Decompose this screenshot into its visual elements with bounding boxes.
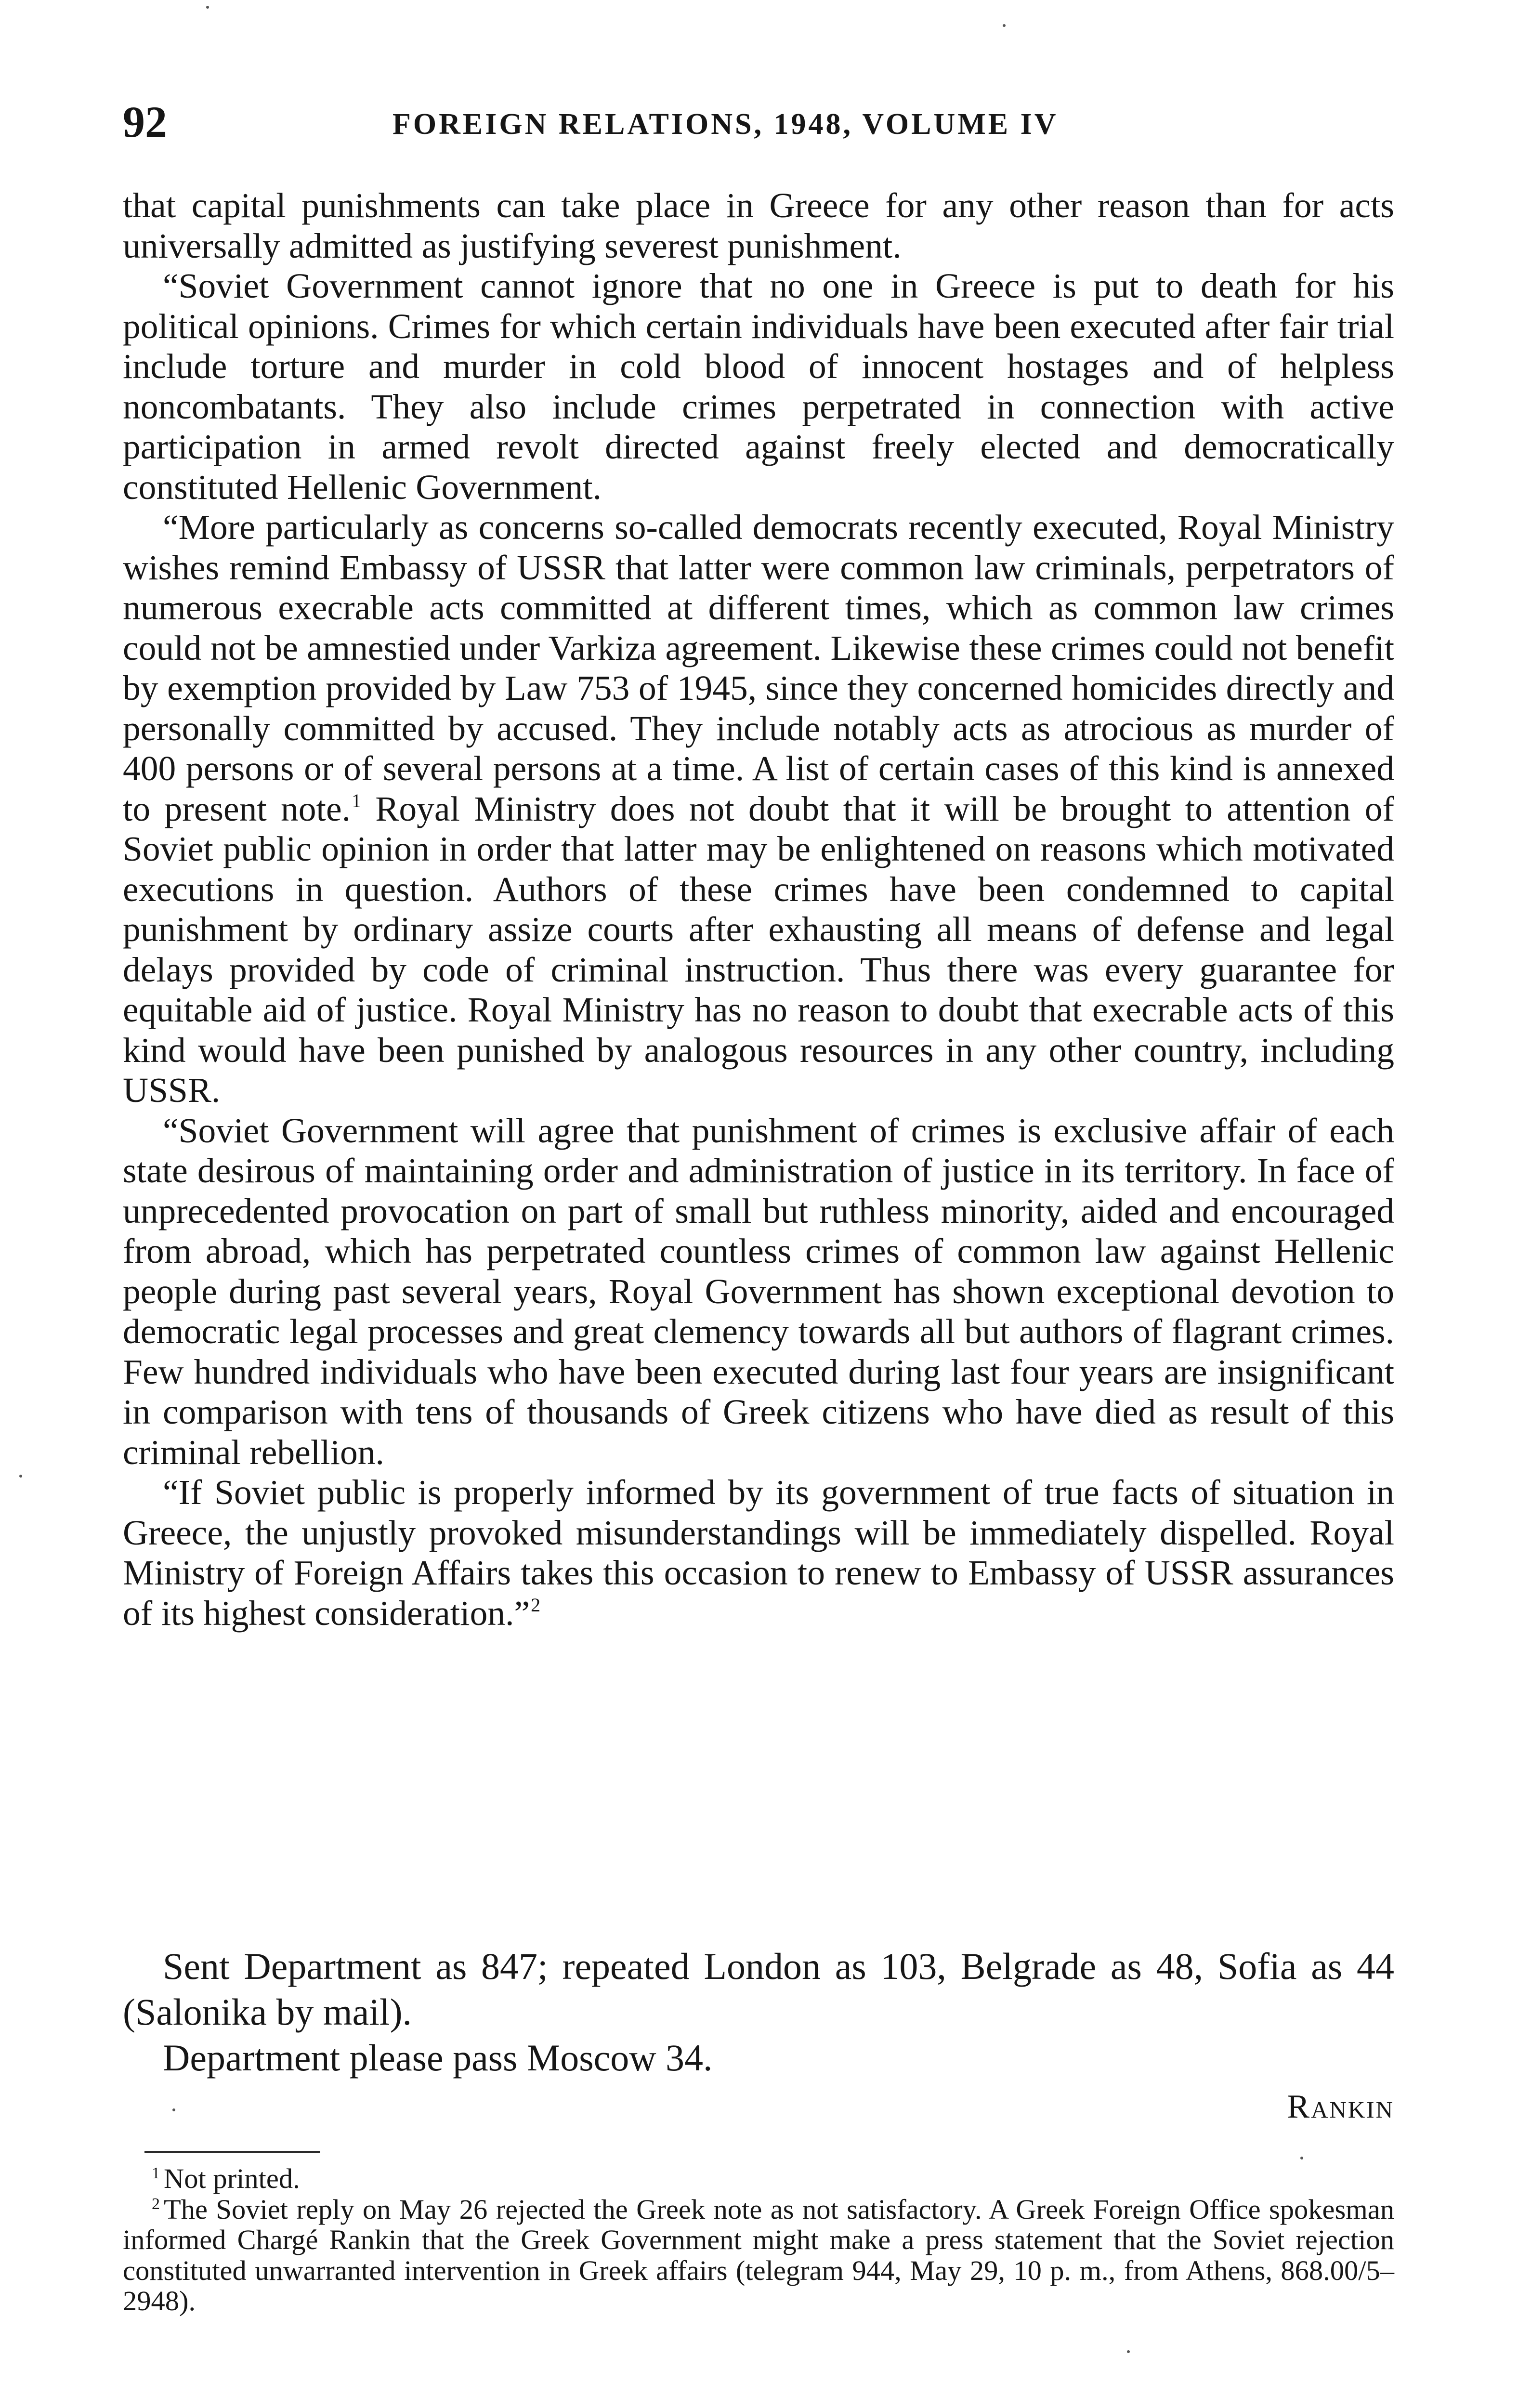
footnote-2 xyxy=(123,2194,1394,2316)
paragraph-3-part-b: Royal Ministry does not doubt that it will be brought to attention of Soviet public opinion in order that latter may be enlightened on reasons which motivated executions in question. Authors of these crimes have been condemned to capital punishment by ordinary assize courts after exhausting all means of defense and legal delays provided by code of criminal instruction. Thus there was every guarantee for equitable aid of justice. Royal Ministry has no reason to doubt that execrable acts of this kind would have been punished by analogous resources in any other country, including USSR. xyxy=(123,789,1394,1110)
body-text xyxy=(123,185,1394,1633)
paragraph-1: that capital punishments can take place in Greece for any other reason than for acts universally admitted as justifying severest punishment. xyxy=(123,186,1394,265)
running-head: FOREIGN RELATIONS, 1948, VOLUME IV xyxy=(393,108,1059,141)
closing-section xyxy=(123,1943,1394,2081)
footnote-2-text: The Soviet reply on May 26 rejected the Greek note as not satisfactory. A Greek Foreign Office spokesman informed Chargé Rankin that the Greek Government might make a press statement that the Soviet rejection constituted unwarranted intervention in Greek affairs (telegram 944, May 29, 10 p. m., from Athens, 868.00/5–2948). xyxy=(123,2193,1394,2316)
footnote-2-marker: 2 xyxy=(152,2195,160,2213)
footnote-divider xyxy=(144,2151,320,2153)
paragraph-3-part-a: “More particularly as concerns so-called democrats recently executed, Royal Ministry wishes remind Embassy of USSR that latter were common law criminals, perpetrators of numerous execrable acts committed at different times, which as common law crimes could not be amnestied under Varkiza agreement. Likewise these crimes could not benefit by exemption provided by Law 753 of 1945, since they concerned homicides directly and personally committed by accused. They include notably acts as atrocious as murder of 400 persons or of several persons at a time. A list of certain cases of this kind is annexed to present note. xyxy=(123,508,1394,828)
footnote-1-marker: 1 xyxy=(152,2164,160,2182)
paragraph-3 xyxy=(123,507,1394,1111)
signature: Rankin xyxy=(1287,2088,1394,2125)
footnote-ref-2[interactable]: 2 xyxy=(531,1594,541,1616)
paragraph-5 xyxy=(123,1472,1394,1633)
footnote-ref-1[interactable]: 1 xyxy=(351,789,361,811)
scan-speck xyxy=(1003,24,1006,27)
footnotes xyxy=(123,2163,1394,2316)
footnote-1-text: Not printed. xyxy=(164,2163,300,2194)
scan-speck xyxy=(172,2108,175,2111)
paragraph-5-text: “If Soviet public is properly informed by its government of true facts of situation in Greece, the unjustly provoked misunderstandings will be immediately dispelled. Royal Ministry of Foreign Affairs takes this occasion to renew to Embassy of USSR assurances of its highest consideration.” xyxy=(123,1473,1394,1633)
page-header xyxy=(123,95,1394,148)
paragraph-2: “Soviet Government cannot ignore that no one in Greece is put to death for his political opinions. Crimes for which certain individuals have been executed after fair trial include torture and murder in cold blood of innocent hostages and of helpless noncombatants. They also include crimes perpetrated in connection with active participation in armed revolt directed against freely elected and democratically constituted Hellenic Government. xyxy=(123,266,1394,507)
page-number: 92 xyxy=(123,97,167,146)
pass-line: Department please pass Moscow 34. xyxy=(163,2037,713,2079)
scan-speck xyxy=(1127,2350,1130,2353)
scan-speck xyxy=(19,1475,22,1478)
footnote-1 xyxy=(123,2163,1394,2194)
scan-speck xyxy=(1300,2157,1303,2159)
scan-speck xyxy=(206,6,209,9)
paragraph-4: “Soviet Government will agree that punishment of crimes is exclusive affair of each state desirous of maintaining order and administration of justice in its territory. In face of unprecedented provocation on part of small but ruthless minority, aided and encouraged from abroad, which has perpetrated countless crimes of common law against Hellenic people during past several years, Royal Government has shown exceptional devotion to democratic legal processes and great clemency towards all but authors of flagrant crimes. Few hundred individuals who have been executed during last four years are insignificant in comparison with tens of thousands of Greek citizens who have died as result of this criminal rebellion. xyxy=(123,1111,1394,1472)
sent-line: Sent Department as 847; repeated London as 103, Belgrade as 48, Sofia as 44 (Salonika by mail). xyxy=(123,1945,1394,2033)
